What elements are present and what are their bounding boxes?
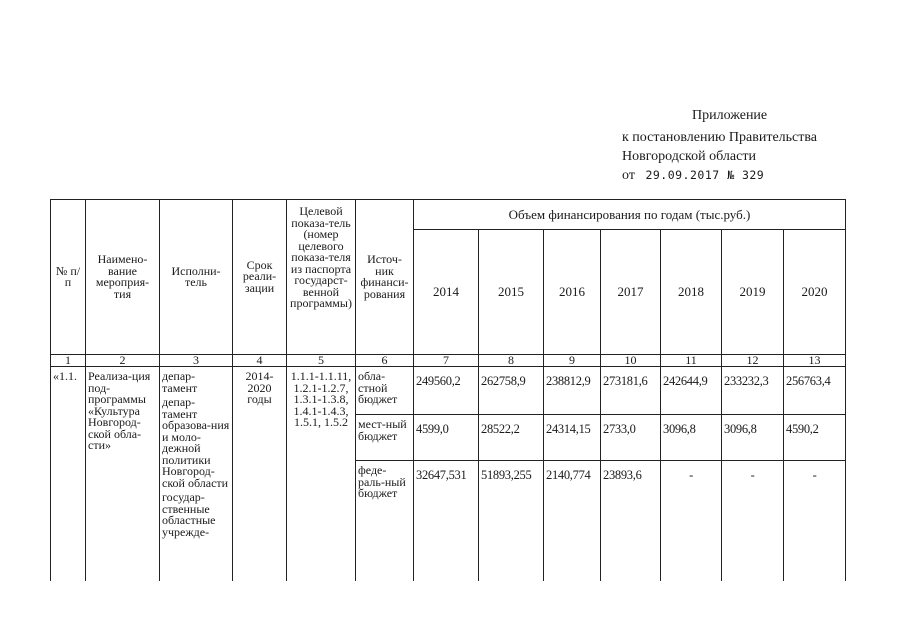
year-2017: 2017 [601, 230, 661, 355]
funding-table [50, 199, 846, 581]
index-cell: 8 [479, 355, 544, 367]
index-cell: 7 [414, 355, 479, 367]
source-local: мест-ный бюджет [356, 415, 414, 461]
col-header-num: № п/п [51, 200, 86, 355]
row-name: Реализа-ция под-программы «Культура Новгород-ской обла-сти» [86, 367, 160, 581]
executor-item: депар-тамент образова-ния и моло-дежной политики Новгород-ской области [162, 395, 230, 490]
row-executors [160, 367, 233, 581]
date-prefix: от [622, 168, 635, 183]
value-cell: - [722, 461, 784, 581]
value-cell: 249560,2 [414, 367, 479, 415]
region-line: Новгородской области [622, 149, 756, 164]
year-2015: 2015 [479, 230, 544, 355]
col-header-funding: Объем финансирования по годам (тыс.руб.) [414, 200, 846, 230]
date-number-handwritten: 29.09.2017 № 329 [645, 168, 765, 182]
value-cell: 24314,15 [544, 415, 601, 461]
value-cell: 4590,2 [784, 415, 846, 461]
year-2014: 2014 [414, 230, 479, 355]
header-row-1 [51, 200, 846, 230]
value-cell: 51893,255 [479, 461, 544, 581]
date-line [622, 166, 764, 185]
year-2020: 2020 [784, 230, 846, 355]
col-header-source: Источ-ник финанси-рования [356, 200, 414, 355]
data-row-regional [51, 367, 846, 415]
value-cell: 233232,3 [722, 367, 784, 415]
value-cell: 238812,9 [544, 367, 601, 415]
index-cell: 1 [51, 355, 86, 367]
value-cell: 3096,8 [661, 415, 722, 461]
index-cell: 12 [722, 355, 784, 367]
value-cell: 242644,9 [661, 367, 722, 415]
year-2016: 2016 [544, 230, 601, 355]
value-cell: - [784, 461, 846, 581]
col-header-executor: Исполни-тель [160, 200, 233, 355]
resolution-line: к постановлению Правительства [622, 130, 818, 145]
executor-item: депар-тамент [162, 369, 198, 395]
index-cell: 4 [233, 355, 287, 367]
index-cell: 6 [356, 355, 414, 367]
col-header-name: Наимено-вание мероприя-тия [86, 200, 160, 355]
index-cell: 3 [160, 355, 233, 367]
value-cell: 2140,774 [544, 461, 601, 581]
value-cell: 32647,531 [414, 461, 479, 581]
row-term: 2014-2020 годы [233, 367, 287, 581]
value-cell: 3096,8 [722, 415, 784, 461]
year-2018: 2018 [661, 230, 722, 355]
value-cell: 2733,0 [601, 415, 661, 461]
source-federal: феде-раль-ный бюджет [356, 461, 414, 581]
value-cell: 4599,0 [414, 415, 479, 461]
executor-item: государ-ственные областные учрежде- [162, 490, 216, 539]
value-cell: 23893,6 [601, 461, 661, 581]
value-cell: 28522,2 [479, 415, 544, 461]
value-cell: 273181,6 [601, 367, 661, 415]
index-cell: 13 [784, 355, 846, 367]
index-cell: 5 [287, 355, 356, 367]
value-cell: - [661, 461, 722, 581]
year-2019: 2019 [722, 230, 784, 355]
row-target: 1.1.1-1.1.11, 1.2.1-1.2.7, 1.3.1-1.3.8, 1.4.1-1.4.3, 1.5.1, 1.5.2 [287, 367, 356, 581]
index-cell: 9 [544, 355, 601, 367]
index-row [51, 355, 846, 367]
value-cell: 256763,4 [784, 367, 846, 415]
col-header-term: Срок реали-зации [233, 200, 287, 355]
appendix-title: Приложение [692, 108, 768, 123]
index-cell: 2 [86, 355, 160, 367]
row-num: «1.1. [51, 367, 86, 581]
index-cell: 10 [601, 355, 661, 367]
col-header-target: Целевой показа-тель (номер целевого показа-теля из паспорта государст-венной программы) [287, 200, 356, 355]
source-regional: обла-стной бюджет [356, 367, 414, 415]
index-cell: 11 [661, 355, 722, 367]
value-cell: 262758,9 [479, 367, 544, 415]
